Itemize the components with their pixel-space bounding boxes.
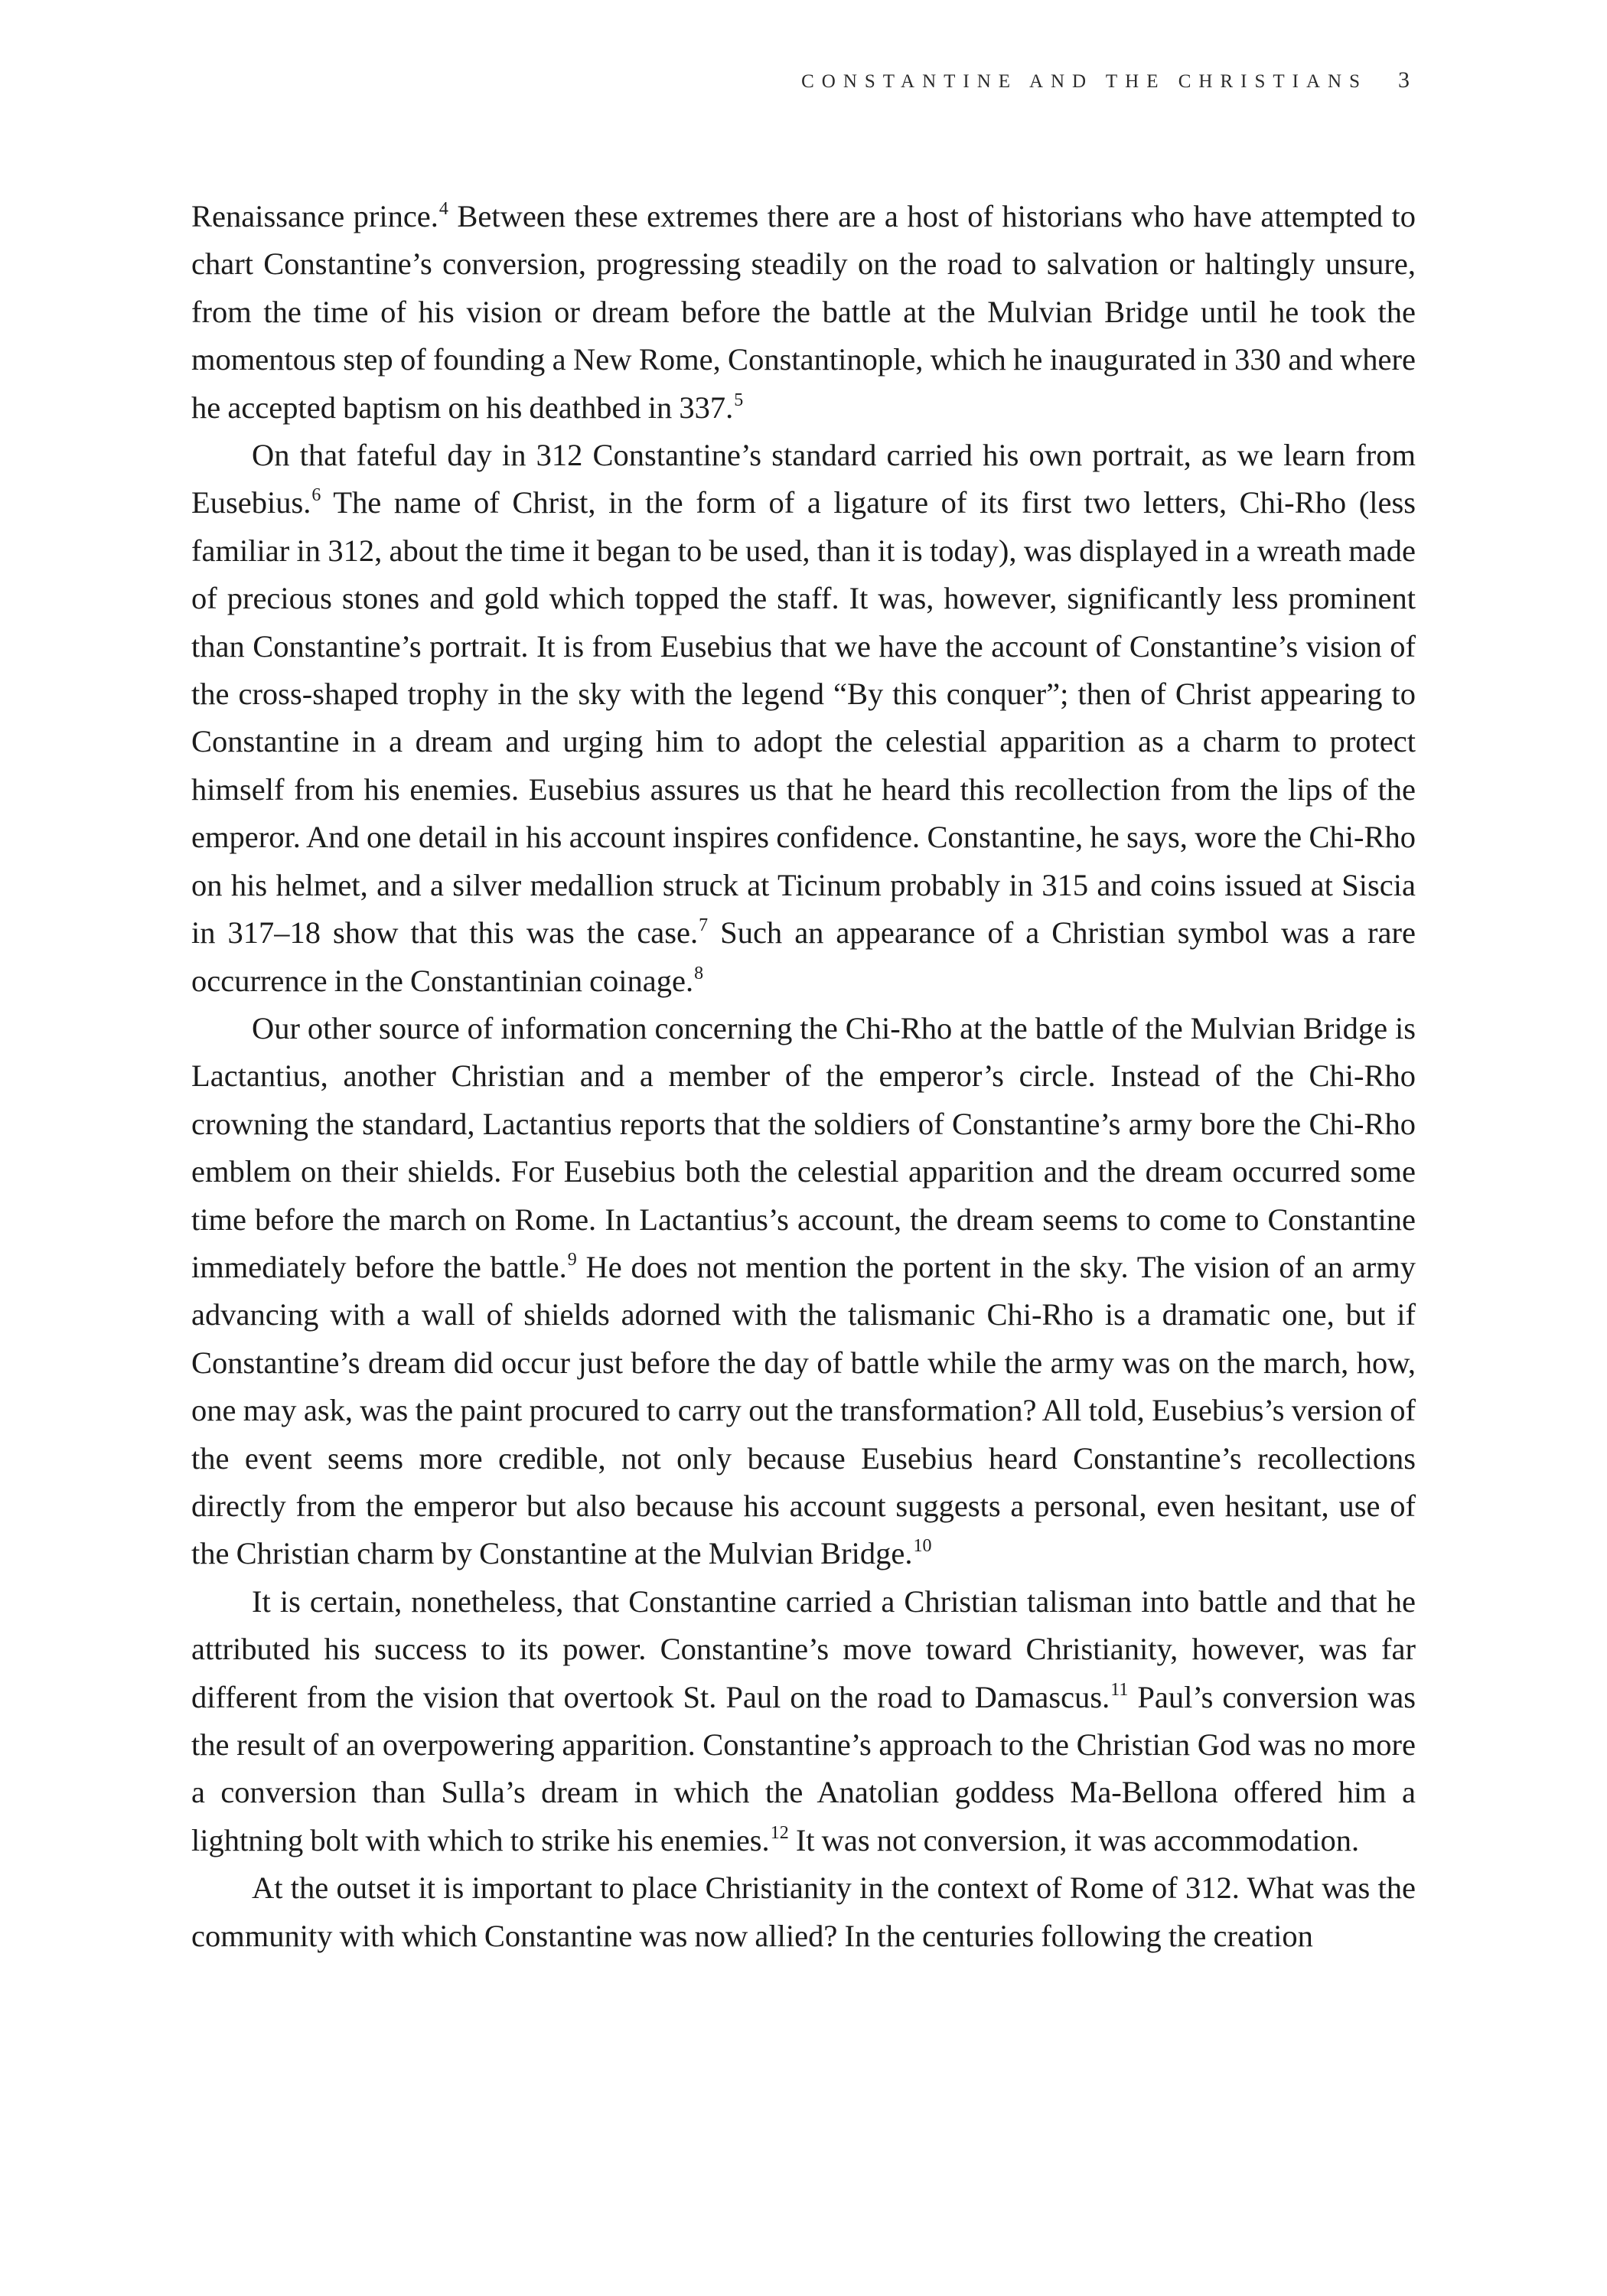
text-segment: On that fateful day in 312 Constantine’s standard carried his own portrait, as we learn from Eusebius. [191,438,1416,520]
text-segment: Paul’s conversion was the result of an overpowering apparition. Constantine’s approach to the Christian God was no more a conversion than Sulla’s dream in which the Anatolian goddess Ma-Bellona offered him a lightning bolt with which to strike his enemies. [191,1679,1416,1857]
text-segment: Such an appearance of a Christian symbol was a rare occurrence in the Constantinian coinage. [191,915,1416,998]
footnote-marker[interactable]: 11 [1110,1679,1129,1700]
text-segment: He does not mention the portent in the sky. The vision of an army advancing with a wall of shields adorned with the talismanic Chi-Rho is a dramatic one, but if Constantine’s dream did occur just before the day of battle while the army was on the march, how, one may ask, was the paint procured to carry out the transformation? All told, Eusebius’s version of the event seems more credible, not only because Eusebius heard Constantine’s recollections directly from the emperor but also because his account suggests a personal, even hesitant, use of the Christian charm by Constantine at the Mulvian Bridge. [191,1249,1416,1571]
paragraph [191,1578,1416,1864]
footnote-marker[interactable]: 6 [311,485,321,506]
text-segment: The name of Christ, in the form of a ligature of its first two letters, Chi-Rho (less familiar in 312, about the time it began to be used, than it is today), was displayed in a wreath made of precious stones and gold which topped the staff. It was, however, significantly less prominent than Constantine’s portrait. It is from Eusebius that we have the account of Constantine’s vision of the cross-shaped trophy in the sky with the legend “By this conquer”; then of Christ appearing to Constantine in a dream and urging him to adopt the celestial apparition as a charm to protect himself from his enemies. Eusebius assures us that he heard this recollection from the lips of the emperor. And one detail in his account inspires confidence. Constantine, he says, wore the Chi-Rho on his helmet, and a silver medallion struck at Ticinum probably in 315 and coins issued at Siscia in 317–18 show that this was the case. [191,485,1416,951]
footnote-marker[interactable]: 4 [438,199,448,219]
paragraph [191,432,1416,1005]
text-segment: It was not conversion, it was accommodation. [788,1822,1360,1857]
paragraph [191,1005,1416,1578]
text-segment: It is certain, nonetheless, that Constantine carried a Christian talisman into battle and that he attributed his success to its power. Constantine’s move toward Christianity, however, was far different from the vision that overtook St. Paul on the road to Damascus. [191,1583,1416,1714]
footnote-marker[interactable]: 7 [699,915,709,936]
text-segment: At the outset it is important to place Christianity in the context of Rome of 312. What was the community with which Constantine was now allied? In the centuries following the creation [191,1870,1416,1953]
footnote-marker[interactable]: 10 [913,1536,932,1557]
text-segment: Between these extremes there are a host of historians who have attempted to chart Constantine’s conversion, progressing steadily on the road to salvation or haltingly unsure, from the time of his vision or dream before the battle at the Mulvian Bridge until he took the momentous step of founding a New Rome, Constantinople, which he inaugurated in 330 and where he accepted baptism on his deathbed in 337. [191,199,1416,425]
footnote-marker[interactable]: 12 [770,1822,789,1843]
text-segment: Renaissance prince. [191,199,438,233]
text-segment: Our other source of information concerning the Chi-Rho at the battle of the Mulvian Bridge is Lactantius, another Christian and a member of the emperor’s circle. Instead of the Chi-Rho crowning the standard, Lactantius reports that the soldiers of Constantine’s army bore the Chi-Rho emblem on their shields. For Eusebius both the celestial apparition and the dream occurred some time before the march on Rome. In Lactantius’s account, the dream seems to come to Constantine immediately before the battle. [191,1010,1416,1284]
paragraph [191,1864,1416,1960]
running-title: CONSTANTINE AND THE CHRISTIANS [801,71,1367,92]
footnote-marker[interactable]: 8 [694,963,704,983]
running-head [801,67,1410,93]
body-text [191,193,1416,1960]
paragraph [191,193,1416,432]
footnote-marker[interactable]: 5 [734,390,744,410]
page-number: 3 [1398,67,1410,93]
footnote-marker[interactable]: 9 [567,1249,577,1270]
